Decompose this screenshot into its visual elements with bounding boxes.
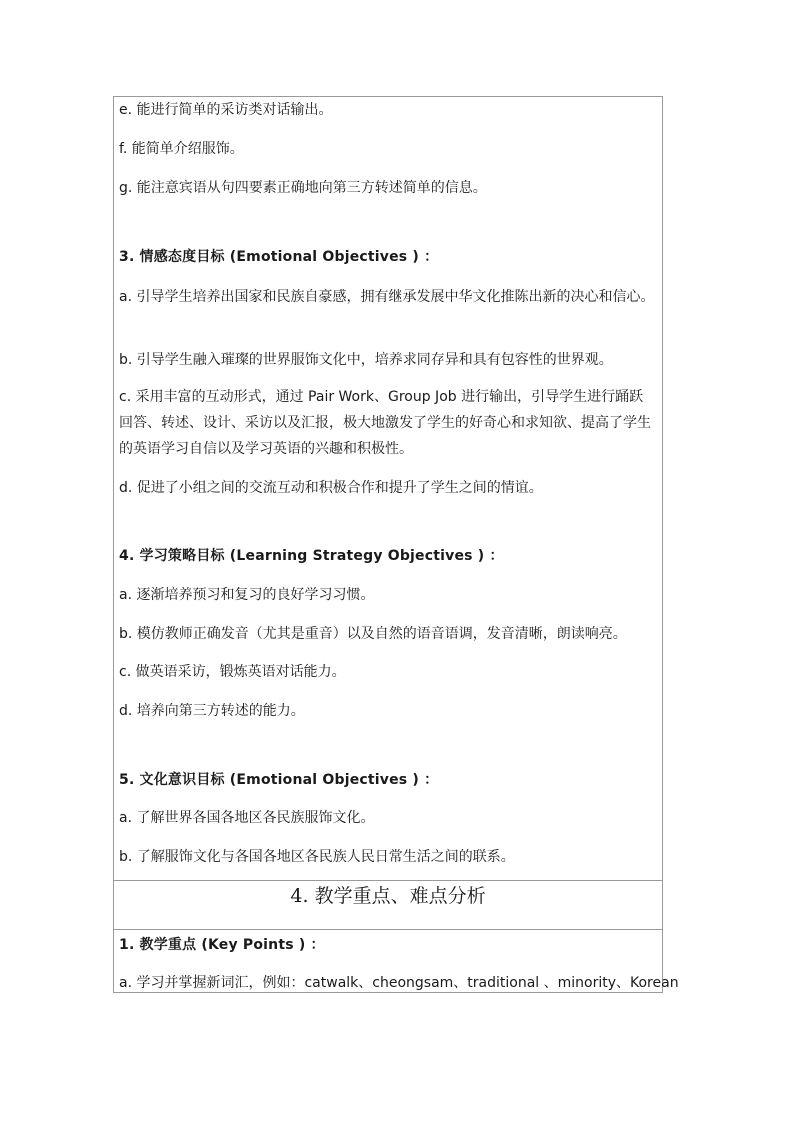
table-divider <box>113 880 663 881</box>
culture-awareness-heading: 5. 文化意识目标 (Emotional Objectives ) ： <box>119 772 439 788</box>
emotional-item-a: a. 引导学生培养出国家和民族自豪感，拥有继承发展中华文化推陈出新的决心和信心。 <box>119 289 655 305</box>
strategy-item-c: c. 做英语采访，锻炼英语对话能力。 <box>119 664 346 680</box>
section-title: 4. 教学重点、难点分析 <box>290 885 486 907</box>
emotional-objectives-heading: 3. 情感态度目标 (Emotional Objectives ) ： <box>119 249 439 265</box>
emotional-item-c: c. 采用丰富的互动形式，通过 Pair Work、Group Job 进行输出，引导学生进行踊跃回答、转述、设计、采访以及汇报，极大地激发了学生的好奇心和求知欲、提高了学生的英语学习自信以及学习英语的兴趣和积极性。 <box>119 389 651 457</box>
culture-item-b: b. 了解服饰文化与各国各地区各民族人民日常生活之间的联系。 <box>119 849 515 865</box>
strategy-item-b: b. 模仿教师正确发音（尤其是重音）以及自然的语音语调，发音清晰，朗读响亮。 <box>119 626 627 642</box>
emotional-item-b: b. 引导学生融入璀璨的世界服饰文化中，培养求同存异和具有包容性的世界观。 <box>119 352 613 368</box>
strategy-item-a: a. 逐渐培养预习和复习的良好学习习惯。 <box>119 587 375 603</box>
table-divider <box>113 929 663 930</box>
strategy-item-d: d. 培养向第三方转述的能力。 <box>119 703 305 719</box>
skill-item-f: f. 能简单介绍服饰。 <box>119 141 244 157</box>
skill-item-e: e. 能进行简单的采访类对话输出。 <box>119 102 333 118</box>
emotional-item-d: d. 促进了小组之间的交流互动和积极合作和提升了学生之间的情谊。 <box>119 480 543 496</box>
key-points-heading: 1. 教学重点 (Key Points ) ： <box>119 937 325 953</box>
skill-item-g: g. 能注意宾语从句四要素正确地向第三方转述简单的信息。 <box>119 180 487 196</box>
key-points-item-a: a. 学习并掌握新词汇，例如：catwalk、cheongsam、traditional 、minority、Korean <box>119 975 679 991</box>
culture-item-a: a. 了解世界各国各地区各民族服饰文化。 <box>119 810 375 826</box>
learning-strategy-heading: 4. 学习策略目标 (Learning Strategy Objectives ) ： <box>119 548 504 564</box>
